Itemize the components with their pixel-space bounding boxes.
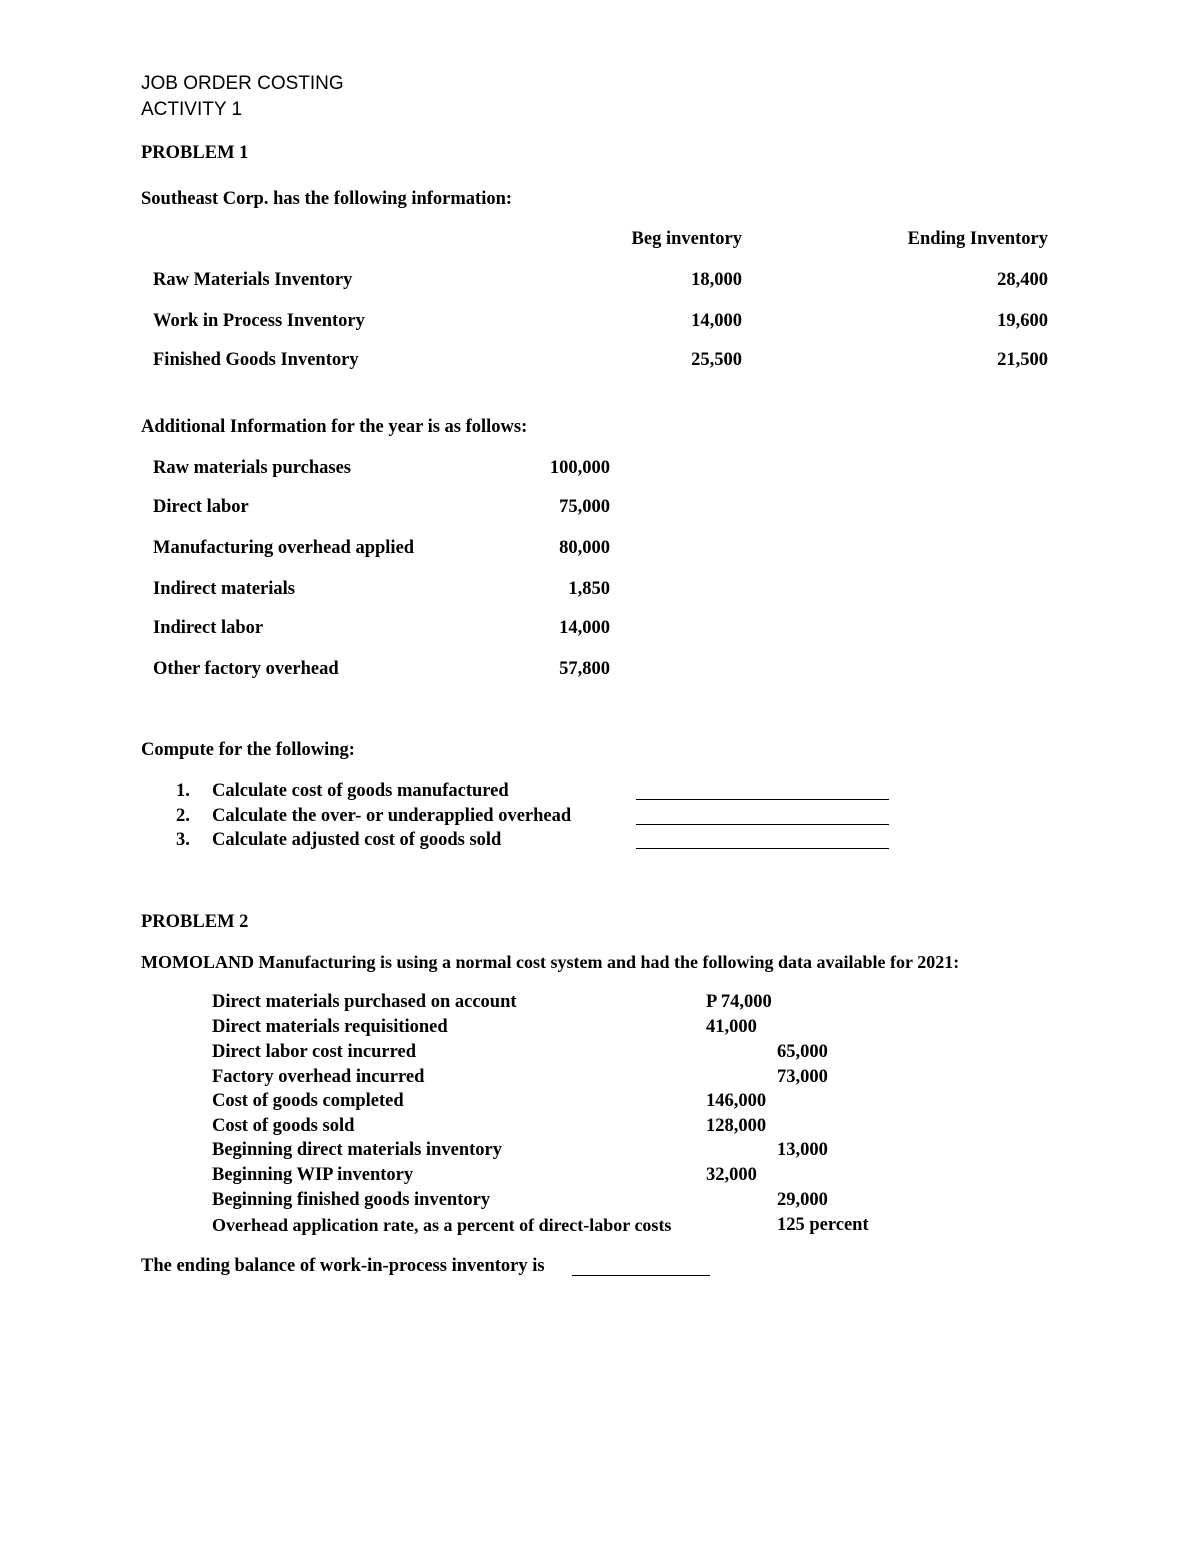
answer-blank[interactable] xyxy=(636,848,889,849)
compute-title: Compute for the following: xyxy=(141,740,355,760)
list-item-value: 57,800 xyxy=(559,659,610,679)
list-item-value: 13,000 xyxy=(777,1140,828,1160)
table-row-label: Work in Process Inventory xyxy=(153,311,365,331)
table-cell-beg: 14,000 xyxy=(691,311,742,331)
table-cell-end: 19,600 xyxy=(997,311,1048,331)
list-item-label: Cost of goods completed xyxy=(212,1091,404,1111)
question-text: Calculate the over- or underapplied overhead xyxy=(212,806,572,826)
question-number: 3. xyxy=(176,830,190,850)
list-item-label: Direct materials purchased on account xyxy=(212,992,517,1012)
question-number: 1. xyxy=(176,781,190,801)
problem1-intro: Southeast Corp. has the following information: xyxy=(141,189,513,209)
doc-header-title: JOB ORDER COSTING xyxy=(141,73,344,94)
table-cell-beg: 25,500 xyxy=(691,350,742,370)
list-item-value: 73,000 xyxy=(777,1067,828,1087)
list-item-value: 80,000 xyxy=(559,538,610,558)
list-item-value: 1,850 xyxy=(568,579,610,599)
problem2-question: The ending balance of work-in-process inventory is xyxy=(141,1256,545,1276)
list-item-label: Direct materials requisitioned xyxy=(212,1017,448,1037)
col-header-beg: Beg inventory xyxy=(631,229,742,249)
list-item-label: Direct labor xyxy=(153,497,249,517)
answer-blank[interactable] xyxy=(636,824,889,825)
list-item-label: Beginning finished goods inventory xyxy=(212,1190,491,1210)
list-item-value: 100,000 xyxy=(549,458,610,478)
list-item-label: Manufacturing overhead applied xyxy=(153,538,415,558)
table-cell-end: 28,400 xyxy=(997,270,1048,290)
list-item-label: Beginning WIP inventory xyxy=(212,1165,414,1185)
list-item-label: Direct labor cost incurred xyxy=(212,1042,416,1062)
additional-info-title: Additional Information for the year is as follows: xyxy=(141,417,528,437)
doc-header-subtitle: ACTIVITY 1 xyxy=(141,99,243,120)
list-item-label: Indirect materials xyxy=(153,579,295,599)
list-item-label: Raw materials purchases xyxy=(153,458,352,478)
table-cell-beg: 18,000 xyxy=(691,270,742,290)
list-item-value: P 74,000 xyxy=(706,992,772,1012)
list-item-label: Cost of goods sold xyxy=(212,1116,355,1136)
list-item-label: Indirect labor xyxy=(153,618,264,638)
answer-blank[interactable] xyxy=(572,1275,710,1276)
list-item-label: Beginning direct materials inventory xyxy=(212,1140,502,1160)
list-item-value: 14,000 xyxy=(559,618,610,638)
list-item-value: 128,000 xyxy=(706,1116,767,1136)
col-header-end: Ending Inventory xyxy=(907,229,1048,249)
table-row-label: Raw Materials Inventory xyxy=(153,270,353,290)
list-item-label: Overhead application rate, as a percent of direct-labor costs xyxy=(212,1215,672,1235)
list-item-value: 65,000 xyxy=(777,1042,828,1062)
problem2-intro: MOMOLAND Manufacturing is using a normal cost system and had the following data available for 2021: xyxy=(141,952,960,972)
question-text: Calculate adjusted cost of goods sold xyxy=(212,830,502,850)
table-row-label: Finished Goods Inventory xyxy=(153,350,359,370)
answer-blank[interactable] xyxy=(636,799,889,800)
question-number: 2. xyxy=(176,806,190,826)
problem1-title: PROBLEM 1 xyxy=(141,143,249,163)
problem2-title: PROBLEM 2 xyxy=(141,912,249,932)
list-item-value: 75,000 xyxy=(559,497,610,517)
table-cell-end: 21,500 xyxy=(997,350,1048,370)
list-item-label: Other factory overhead xyxy=(153,659,339,679)
list-item-value: 32,000 xyxy=(706,1165,757,1185)
list-item-value: 29,000 xyxy=(777,1190,828,1210)
question-text: Calculate cost of goods manufactured xyxy=(212,781,509,801)
list-item-value: 125 percent xyxy=(777,1215,869,1235)
list-item-label: Factory overhead incurred xyxy=(212,1067,425,1087)
list-item-value: 41,000 xyxy=(706,1017,757,1037)
list-item-value: 146,000 xyxy=(706,1091,767,1111)
